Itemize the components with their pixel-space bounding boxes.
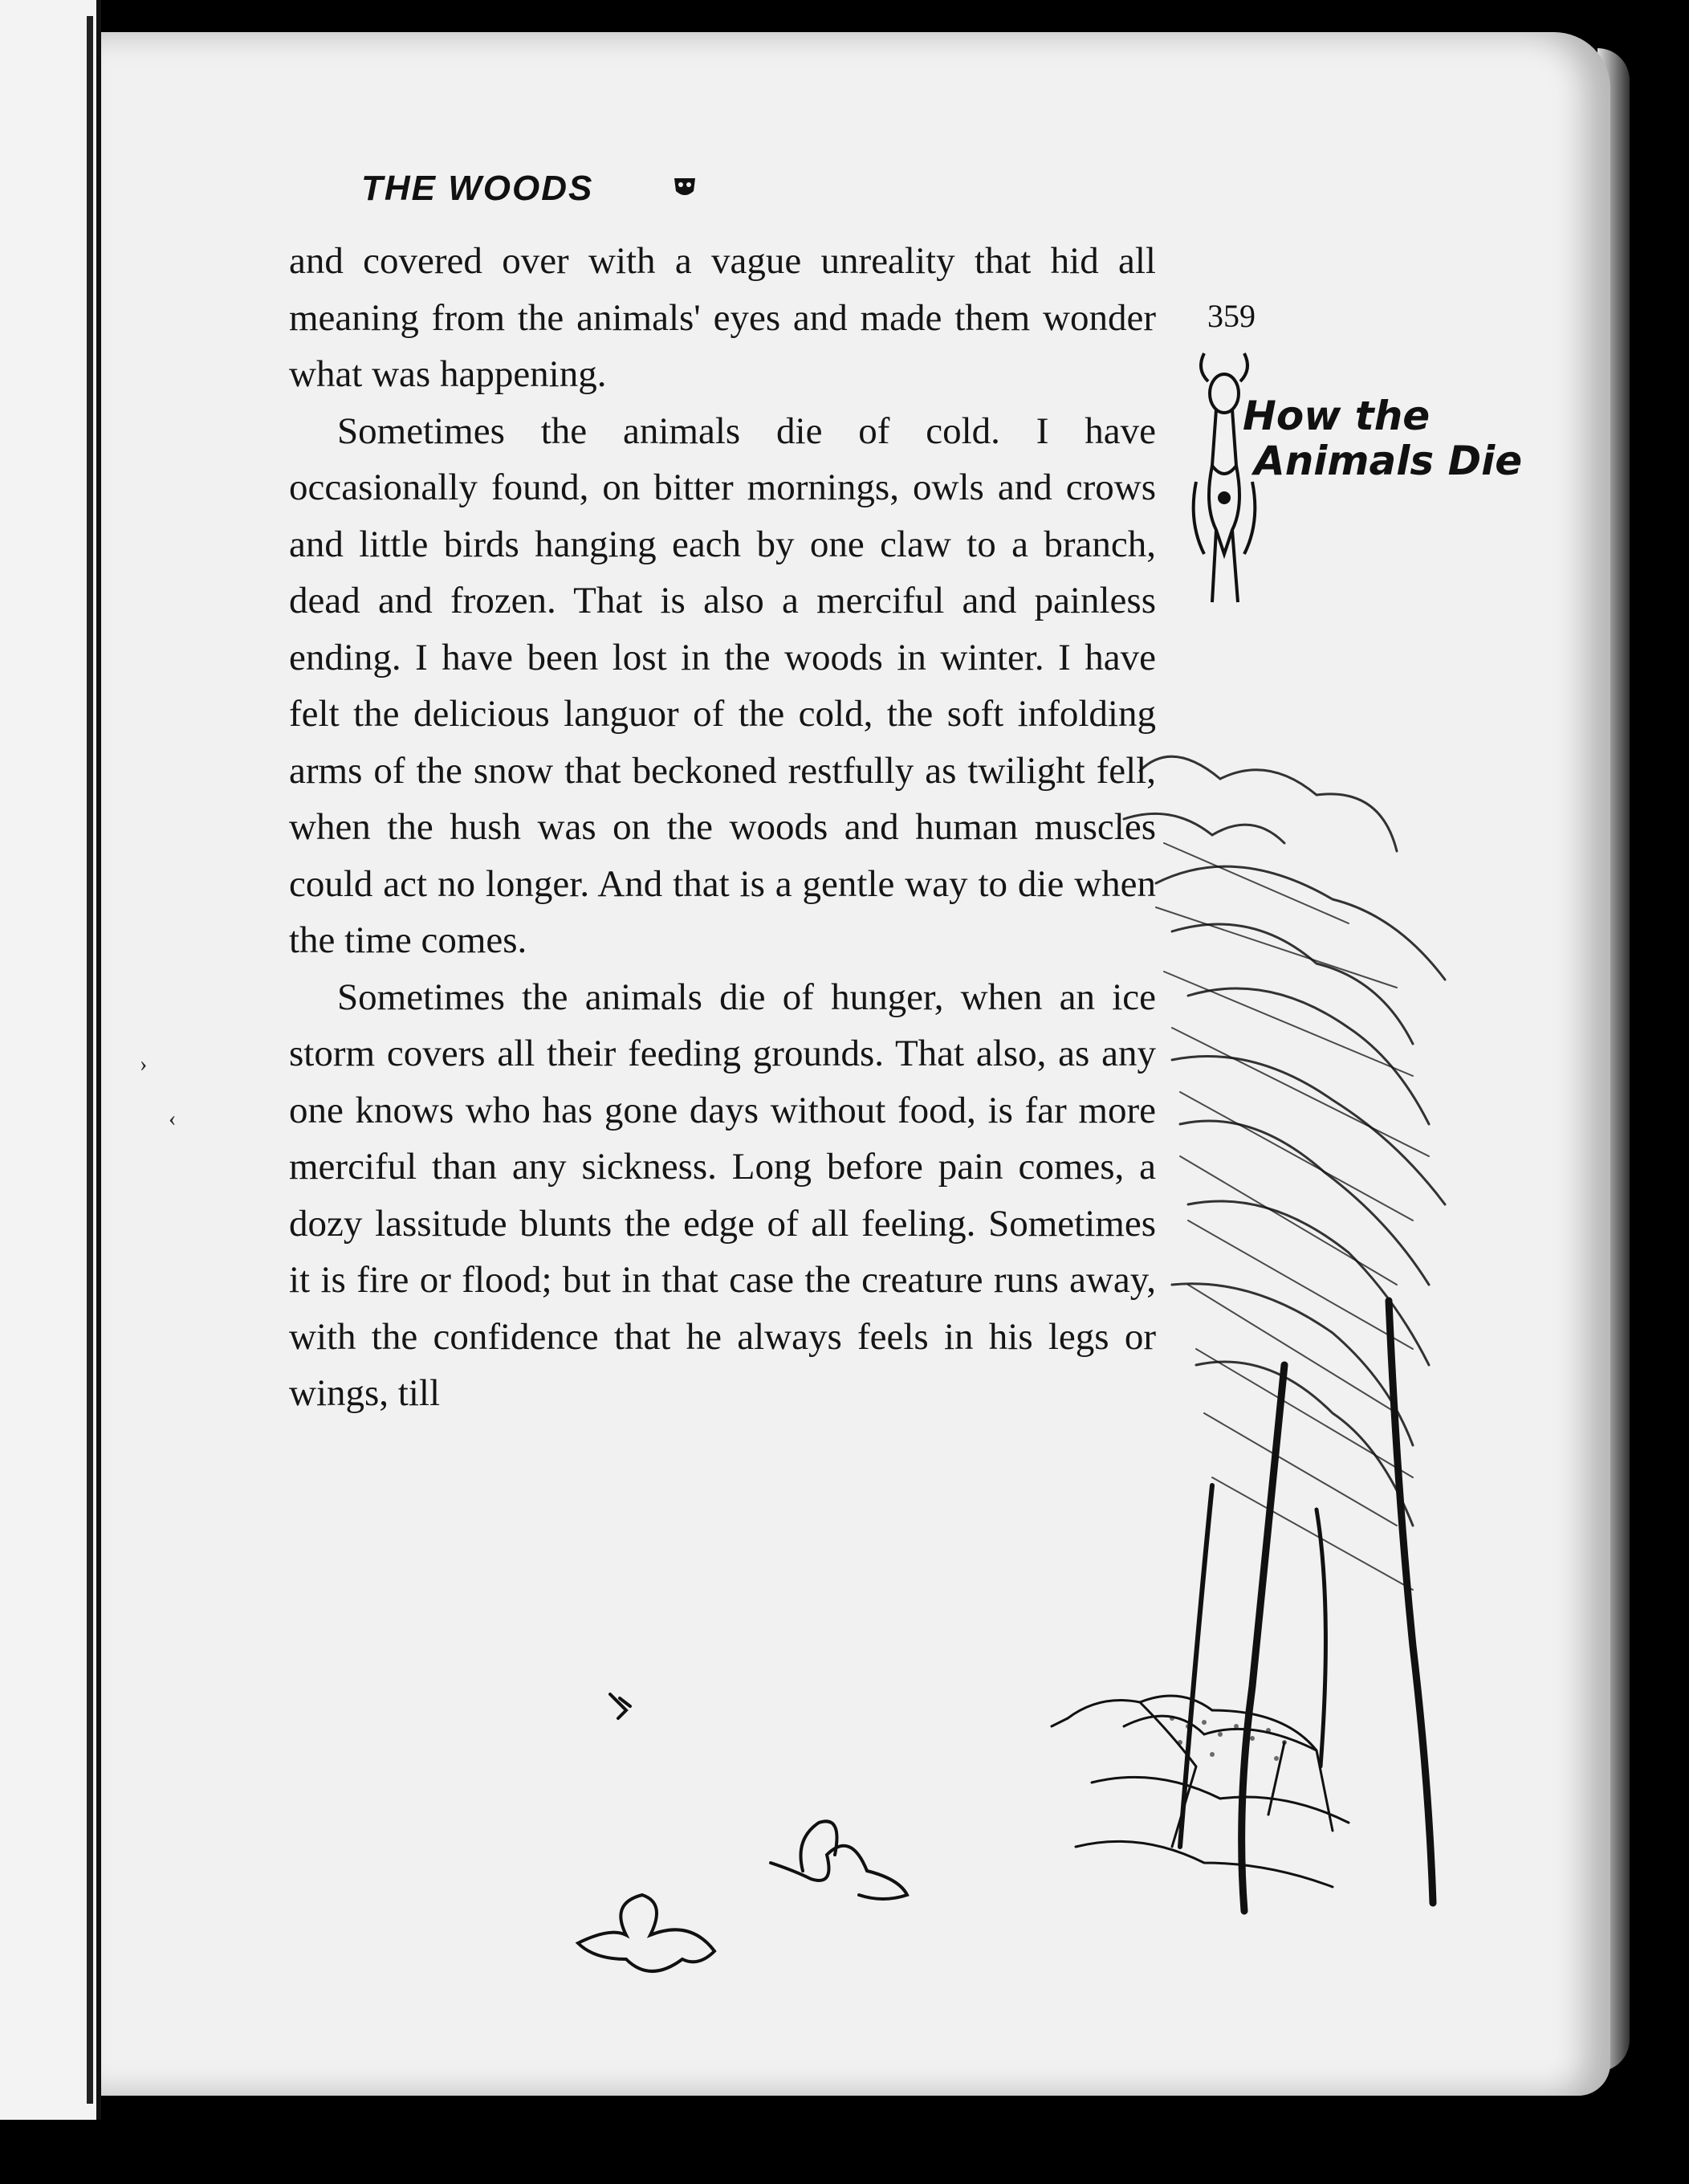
paragraph: and covered over with a vague unreality that hid all meaning from the animals' eyes and made them wonder what was happening. <box>289 240 1156 395</box>
ornament-icon <box>671 175 698 199</box>
paragraph: Sometimes the animals die of cold. I have occasionally found, on bitter mornings, owls and crows and little birds hanging each by one claw to a branch, dead and frozen. That is also a merciful and painless ending. I have been lost in the woods in winter. I have felt the delicious languor of the cold, the soft infolding arms of the snow that beckoned restfully as twilight fell, when the hush was on the woods and human muscles could act no longer. And that is a gentle way to die when the time comes. <box>289 410 1156 961</box>
page-number: 359 <box>1207 298 1256 334</box>
scan-border <box>0 2120 1689 2184</box>
side-title-line: How the <box>1243 393 1431 439</box>
side-title-line: Animals Die <box>1254 438 1523 484</box>
side-title <box>1243 393 1532 483</box>
scan-mark: ‹ <box>169 1106 177 1131</box>
running-head: THE WOODS <box>361 169 594 208</box>
flying-birds-illustration <box>562 1662 947 1983</box>
paragraph: Sometimes the animals die of hunger, when an ice storm covers all their feeding grounds. That also, as any one knows who has gone days without food, is far more merciful than any sickness. Long before pain comes, a dozy lassitude blunts the edge of all feeling. Sometimes it is fire or flood; but in that case the creature runs away, with the confidence that he always feels in his legs or wings, till <box>289 976 1156 1414</box>
scan-mark: › <box>140 1052 148 1077</box>
book-gutter <box>87 16 93 2104</box>
